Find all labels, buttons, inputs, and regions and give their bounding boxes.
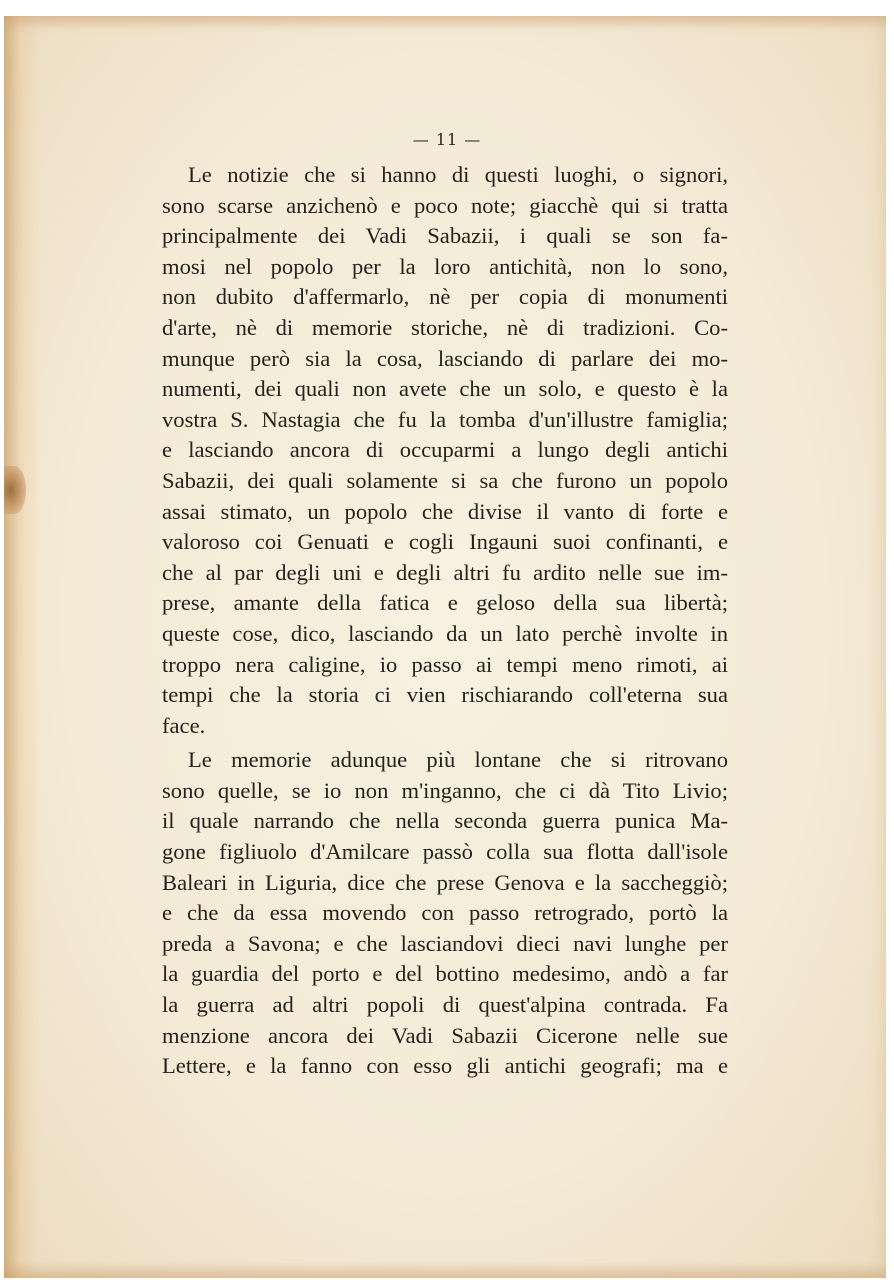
text-line: principalmente dei Vadi Sabazii, i quali se son fa- xyxy=(162,223,728,249)
text-line: assai stimato, un popolo che divise il vanto di forte e xyxy=(162,498,728,524)
text-line: numenti, dei quali non avete che un solo, e questo è la xyxy=(162,376,728,402)
paragraph-1 xyxy=(162,160,728,741)
top-edge-stain xyxy=(4,16,886,30)
text-line: queste cose, dico, lasciando da un lato perchè involte in xyxy=(162,620,728,646)
paragraph-2 xyxy=(162,745,728,1082)
text-line: gone figliuolo d'Amilcare passò colla sua flotta dall'isole xyxy=(162,839,728,865)
text-line: Lettere, e la fanno con esso gli antichi geografi; ma e xyxy=(162,1053,728,1079)
text-line: Le memorie adunque più lontane che si ritrovano xyxy=(188,747,728,773)
text-line: d'arte, nè di memorie storiche, nè di tradizioni. Co- xyxy=(162,314,728,340)
text-line: il quale narrando che nella seconda guerra punica Ma- xyxy=(162,808,728,834)
text-line: tempi che la storia ci vien rischiarando coll'eterna sua xyxy=(162,682,728,708)
text-line: vostra S. Nastagia che fu la tomba d'un'illustre famiglia; xyxy=(162,406,728,432)
text-line: face. xyxy=(162,712,206,738)
page-number: — 11 — xyxy=(412,130,482,149)
binding-tear xyxy=(4,466,26,514)
text-line: sono quelle, se io non m'inganno, che ci dà Tito Livio; xyxy=(162,777,728,803)
text-line: prese, amante della fatica e geloso della sua libertà; xyxy=(162,590,728,616)
left-edge-stain xyxy=(4,16,40,1278)
text-line: la guerra ad altri popoli di quest'alpina contrada. Fa xyxy=(162,992,728,1018)
text-line: Sabazii, dei quali solamente si sa che furono un popolo xyxy=(162,467,728,493)
text-line: munque però sia la cosa, lasciando di parlare dei mo- xyxy=(162,345,728,371)
text-line: e che da essa movendo con passo retrogrado, portò la xyxy=(162,900,728,926)
text-line: troppo nera caligine, io passo ai tempi meno rimoti, ai xyxy=(162,651,728,677)
text-line: valoroso coi Genuati e cogli Ingauni suoi confinanti, e xyxy=(162,529,728,555)
text-line: che al par degli uni e degli altri fu ardito nelle sue im- xyxy=(162,559,728,585)
text-line: mosi nel popolo per la loro antichità, non lo sono, xyxy=(162,253,728,279)
text-line: non dubito d'affermarlo, nè per copia di monumenti xyxy=(162,284,728,310)
text-line: e lasciando ancora di occuparmi a lungo degli antichi xyxy=(162,437,728,463)
text-line: preda a Savona; e che lasciandovi dieci navi lunghe per xyxy=(162,930,728,956)
body-text xyxy=(162,160,728,1082)
bottom-edge-stain xyxy=(4,1262,886,1278)
text-line: Le notizie che si hanno di questi luoghi, o signori, xyxy=(188,162,728,187)
text-line: la guardia del porto e del bottino medesimo, andò a far xyxy=(162,961,728,987)
text-line: sono scarse anzichenò e poco note; giacchè qui si tratta xyxy=(162,192,728,218)
text-line: menzione ancora dei Vadi Sabazii Cicerone nelle sue xyxy=(162,1022,728,1048)
text-line: Baleari in Liguria, dice che prese Genova e la saccheggiò; xyxy=(162,869,728,895)
